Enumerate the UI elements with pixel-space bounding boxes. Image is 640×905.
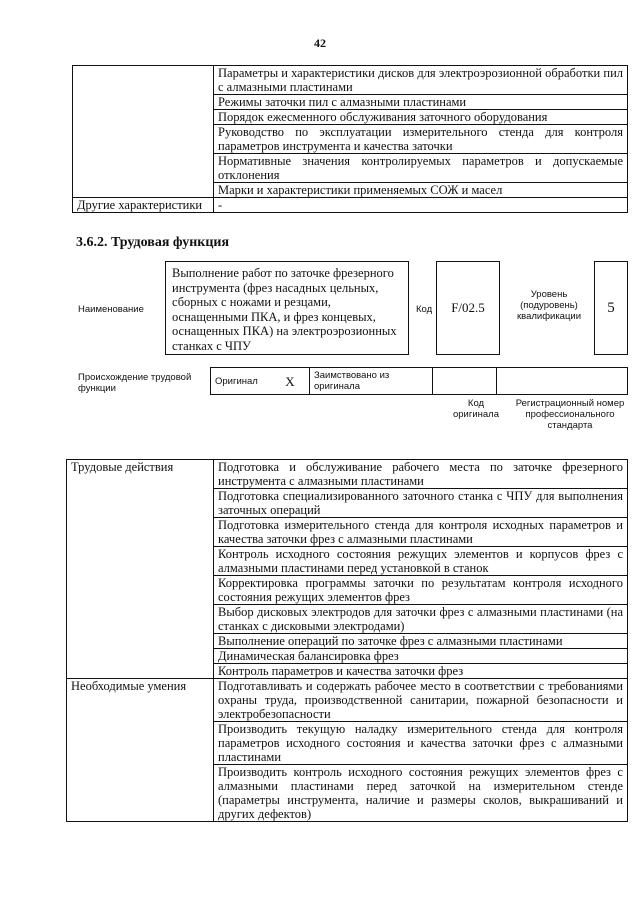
qualification-level-label: Уровень (подуровень) квалификации bbox=[516, 289, 582, 322]
knowledge-item: Руководство по эксплуатации измерительного стенда для контроля параметров инструмента и качества заточки bbox=[214, 125, 628, 154]
code-label: Код bbox=[416, 304, 433, 315]
name-label: Наименование bbox=[78, 304, 144, 315]
labor-action-item: Выбор дисковых электродов для заточки фрез с алмазными пластинами (на станках с дисковыми электродами) bbox=[214, 605, 628, 634]
knowledge-item: Порядок ежесменного обслуживания заточного оборудования bbox=[214, 110, 628, 125]
knowledge-item: Режимы заточки пил с алмазными пластинами bbox=[214, 95, 628, 110]
knowledge-table-continued bbox=[72, 65, 628, 213]
knowledge-item: Параметры и характеристики дисков для электроэрозионной обработки пил с алмазными пластинами bbox=[214, 66, 628, 95]
required-skill-item: Производить контроль исходного состояния режущих элементов фрез с алмазными пластинами перед заточкой на измерительном стенде (параметры инструмента, наличие и размеры сколов, выкрашиваний и других дефектов) bbox=[214, 765, 628, 822]
labor-action-item: Динамическая балансировка фрез bbox=[214, 649, 628, 664]
other-characteristics-value: - bbox=[214, 198, 628, 213]
original-label: Оригинал bbox=[211, 368, 272, 395]
required-skills-label: Необходимые умения bbox=[67, 679, 214, 822]
original-code-caption: Код оригинала bbox=[452, 398, 499, 420]
labor-action-item: Выполнение операций по заточке фрез с алмазными пластинами bbox=[214, 634, 628, 649]
section-title: 3.6.2. Трудовая функция bbox=[76, 235, 230, 250]
original-code-cell bbox=[433, 368, 497, 395]
labor-action-item: Подготовка специализированного заточного станка с ЧПУ для выполнения заточных операций bbox=[214, 489, 628, 518]
labor-action-item: Корректировка программы заточки по результатам контроля исходного состояния режущих элементов фрез bbox=[214, 576, 628, 605]
qualification-level-value: 5 bbox=[594, 261, 628, 355]
labor-actions-label: Трудовые действия bbox=[67, 460, 214, 679]
knowledge-label-cell bbox=[73, 66, 214, 198]
labor-action-item: Контроль исходного состояния режущих элементов и корпусов фрез с алмазными пластинами перед установкой в станок bbox=[214, 547, 628, 576]
labor-action-item: Подготовка и обслуживание рабочего места по заточке фрезерного инструмента с алмазными пластинами bbox=[214, 460, 628, 489]
original-mark: X bbox=[271, 368, 310, 395]
borrowed-label: Заимствовано из оригинала bbox=[310, 368, 433, 395]
page-number: 42 bbox=[314, 36, 326, 50]
origin-label: Происхождение трудовой функции bbox=[78, 372, 192, 394]
other-characteristics-label: Другие характеристики bbox=[73, 198, 214, 213]
labor-action-item: Подготовка измерительного стенда для контроля исходных параметров и качества заточки фрез с алмазными пластинами bbox=[214, 518, 628, 547]
required-skill-item: Производить текущую наладку измерительного стенда для контроля параметров исходного состояния и качества заточки фрез с алмазными пластинами bbox=[214, 722, 628, 765]
function-name-value: Выполнение работ по заточке фрезерного инструмента (фрез насадных цельных, сборных с ножами и резцами, оснащенными ПКА, и фрез концевых, оснащенных ПКА) на электроэрозионных станках с ЧПУ bbox=[165, 261, 409, 355]
labor-action-item: Контроль параметров и качества заточки фрез bbox=[214, 664, 628, 679]
registration-number-caption: Регистрационный номер профессионального стандарта bbox=[515, 398, 625, 431]
knowledge-item: Нормативные значения контролируемых параметров и допускаемые отклонения bbox=[214, 154, 628, 183]
function-code-value: F/02.5 bbox=[436, 261, 500, 355]
registration-number-cell bbox=[497, 368, 628, 395]
knowledge-item: Марки и характеристики применяемых СОЖ и масел bbox=[214, 183, 628, 198]
function-details-table bbox=[66, 459, 628, 822]
required-skill-item: Подготавливать и содержать рабочее место в соответствии с требованиями охраны труда, производственной санитарии, пожарной безопасности и электробезопасности bbox=[214, 679, 628, 722]
origin-table bbox=[210, 367, 628, 395]
